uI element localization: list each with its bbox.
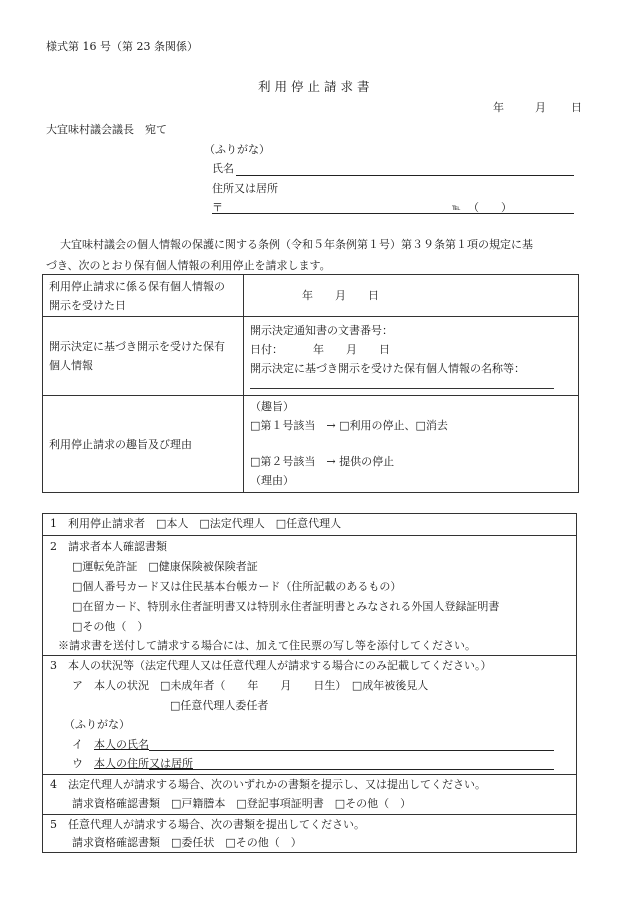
date-month-label: 月 [535,101,546,114]
requester-info-box [42,513,577,853]
date-row [250,340,572,359]
disclosed-date-label [43,275,244,317]
tel-paren: （ ） [468,201,512,214]
purpose-label: （趣旨） [250,400,294,413]
applicant-address-field[interactable] [212,213,574,214]
section5-heading: 5 任意代理人が請求する場合、次の書類を提出してください。 [50,818,365,831]
label-line: 個人情報 [49,359,93,372]
principal-status-line-2[interactable]: □任意代理人委任者 [170,699,269,712]
intro-line-1: 大宜味村議会の個人情報の保護に関する条例（令和５年条例第１号）第３９条第１項の規定に基 [60,238,533,251]
table-row [43,396,579,493]
applicant-furigana-label: （ふりがな） [204,143,270,156]
table-row [43,317,579,396]
label-line: 開示決定に基づき開示を受けた保有 [49,340,225,353]
divider [43,535,576,536]
disclosed-info-label [43,317,244,396]
applicant-name-label: 氏名 [212,162,234,175]
label-line: 開示を受けた日 [49,298,126,312]
date-year-label: 年 [493,101,504,114]
section4-heading: 4 法定代理人が請求する場合、次のいずれかの書類を提示し、又は提出してください。 [50,778,486,791]
page-title: 利用停止請求書 [258,79,374,94]
addressee: 大宜味村議会議長 宛て [46,123,167,136]
doc-number-label: 開示決定通知書の文書番号： [250,324,393,337]
date-value: 年 月 日 [302,289,379,302]
principal-name-prefix: イ [72,738,83,751]
id-docs-line-3[interactable]: □在留カード、特別永住者証明書又は特別永住者証明書とみなされる外国人登録証明書 [72,600,500,613]
principal-name-field[interactable] [149,750,554,751]
id-docs-line-1[interactable]: □運転免許証 □健康保険被保険者証 [72,560,258,573]
id-docs-note: ※請求書を送付して請求する場合には、加えて住民票の写し等を添付してください。 [58,639,476,652]
date-value: 年 月 日 [313,343,390,356]
applicant-address-label: 住所又は居所 [212,182,278,195]
purpose-option-1[interactable]: □第１号該当 → □利用の停止、□消去 [250,418,448,432]
section1-requester-type[interactable]: 1 利用停止請求者 □本人 □法定代理人 □任意代理人 [50,517,342,530]
legal-rep-docs-line[interactable]: 請求資格確認書類 □戸籍謄本 □登記事項証明書 □その他（ ） [72,797,412,810]
disclosed-date-field[interactable] [244,275,579,317]
info-name-underline [250,388,554,389]
section3-heading: 3 本人の状況等（法定代理人又は任意代理人が請求する場合にのみ記載してください。） [50,659,492,672]
agent-docs-line[interactable]: 請求資格確認書類 □委任状 □その他（ ） [72,836,302,849]
info-name-label: 開示決定に基づき開示を受けた保有個人情報の名称等： [250,362,525,375]
tel-label: ℡ [452,203,461,212]
principal-address-prefix: ウ [72,757,83,770]
id-docs-line-2[interactable]: □個人番号カード又は住民基本台帳カード（住所記載のあるもの） [72,580,402,593]
disclosed-info-field[interactable] [244,317,579,396]
principal-name-label: 本人の氏名 [94,738,149,751]
label-line: 利用停止請求に係る保有個人情報の [49,279,225,293]
principal-name-row [72,738,149,752]
principal-furigana-label: （ふりがな） [64,718,130,731]
table-row [43,275,579,317]
divider [43,774,576,775]
postal-mark: 〒 [212,201,223,214]
spacer [250,435,572,453]
principal-address-field[interactable] [149,769,554,770]
id-docs-line-4[interactable]: □その他（ ） [72,620,149,633]
date-label: 日付： [250,343,283,356]
applicant-name-field[interactable] [236,175,574,176]
principal-address-label: 本人の住所又は居所 [94,757,193,770]
intro-line-2: づき、次のとおり保有個人情報の利用停止を請求します。 [46,259,331,272]
divider [43,655,576,656]
purpose-reason-field[interactable] [244,396,579,493]
reason-label: （理由） [250,473,294,487]
form-number: 様式第 16 号（第 23 条関係） [46,40,198,53]
date-day-label: 日 [571,101,582,114]
principal-status-line[interactable]: ア 本人の状況 □未成年者（ 年 月 日生） □成年被後見人 [72,679,429,692]
purpose-option-2[interactable]: □第２号該当 → 提供の停止 [250,455,395,468]
purpose-reason-label: 利用停止請求の趣旨及び理由 [43,396,244,493]
request-detail-table [42,274,579,493]
section2-heading: 2 請求者本人確認書類 [50,540,167,553]
divider [43,814,576,815]
